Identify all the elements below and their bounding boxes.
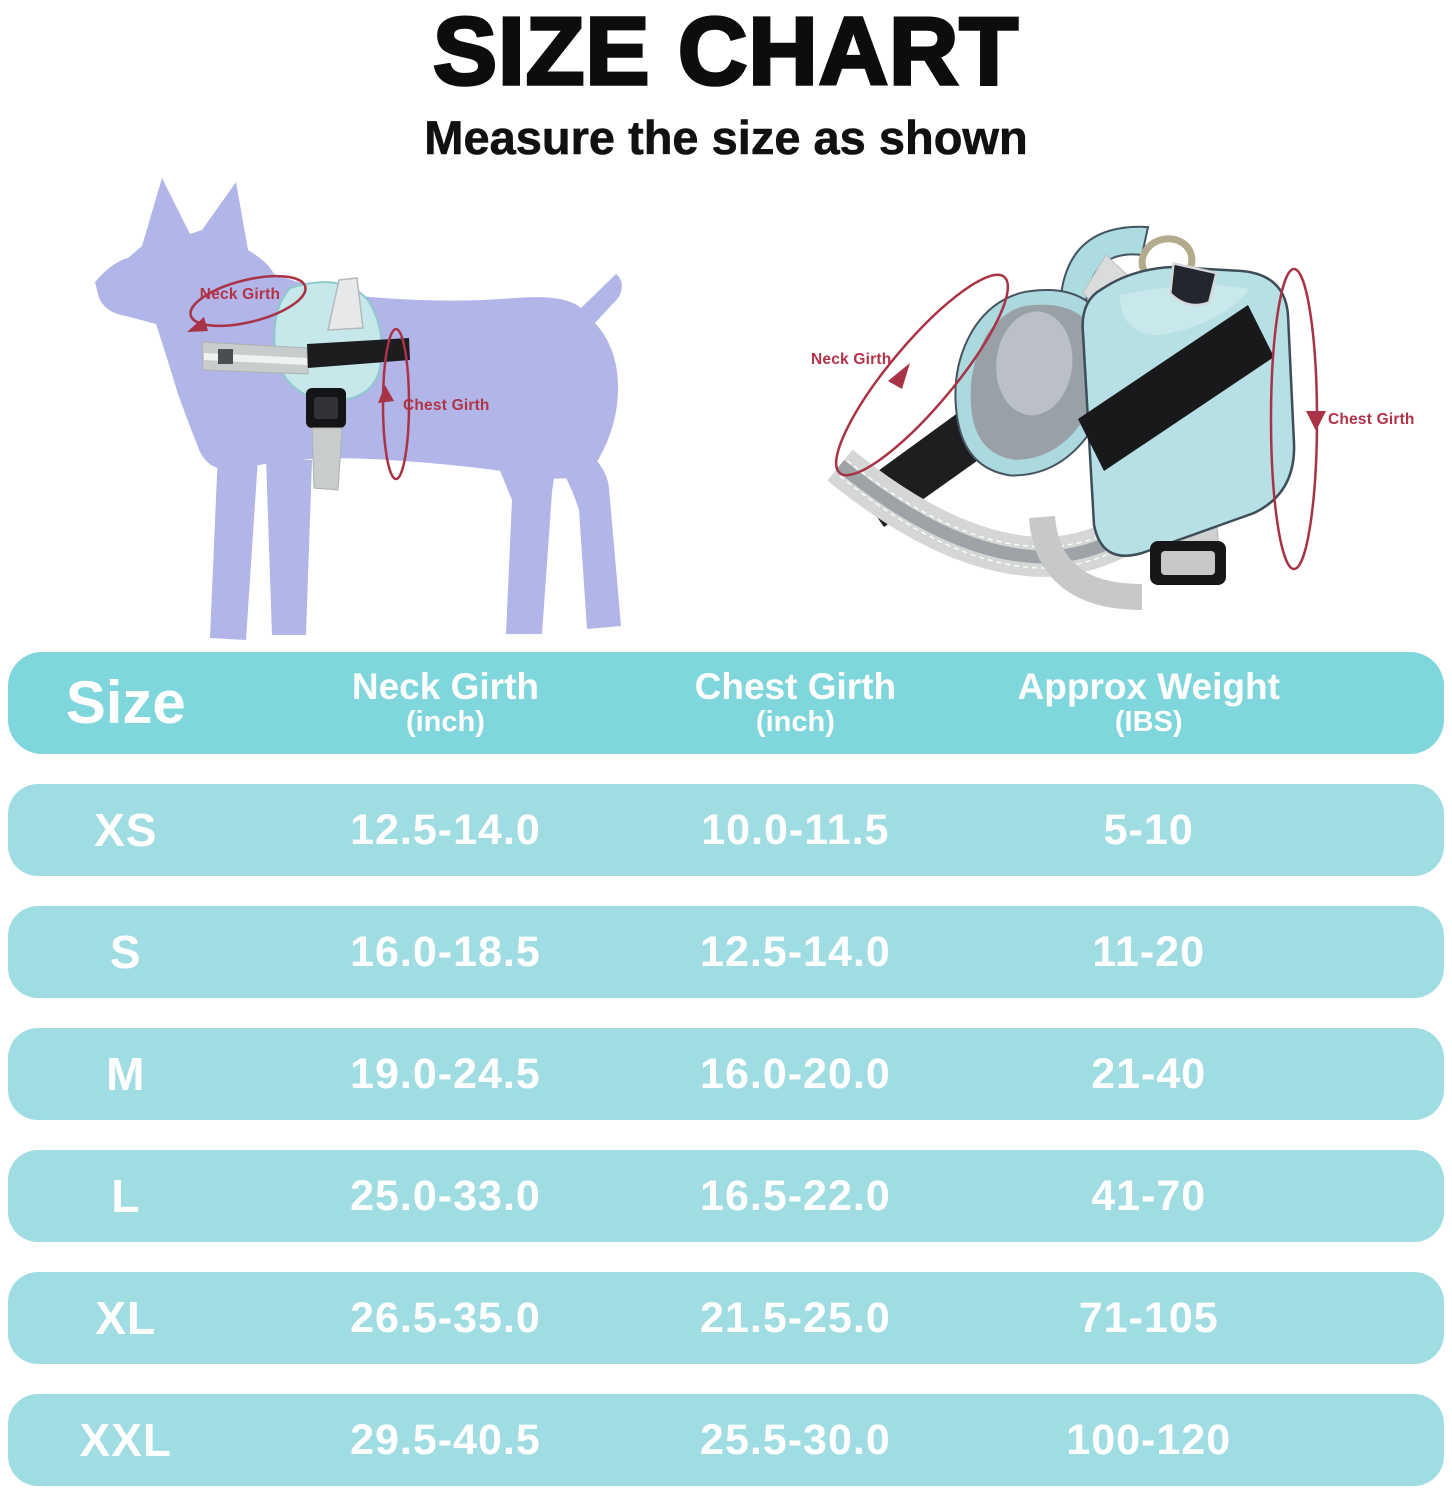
- page-title: SIZE CHART: [433, 0, 1019, 105]
- size-table: [8, 652, 1444, 1486]
- table-row-s: S 16.0-18.5 12.5-14.0 11-20: [8, 906, 1444, 998]
- table-row-m: M 19.0-24.5 16.0-20.0 21-40: [8, 1028, 1444, 1120]
- table-row-xs: XS 12.5-14.0 10.0-11.5 5-10: [8, 784, 1444, 876]
- table-row-l: L 25.0-33.0 16.5-22.0 41-70: [8, 1150, 1444, 1242]
- header-neck-girth: Neck Girth (inch): [351, 666, 539, 739]
- harness-product-icon: [840, 227, 1294, 597]
- chest-girth-arrow-icon: [1306, 411, 1326, 431]
- header-size: Size: [65, 668, 186, 736]
- dog-measurement-diagram: [60, 170, 640, 660]
- header-chest-girth: Chest Girth (inch): [694, 666, 897, 739]
- harness-chest-girth-label: Chest Girth: [1328, 411, 1415, 428]
- table-row-xl: XL 26.5-35.0 21.5-25.0 71-105: [8, 1272, 1444, 1364]
- header-approx-weight: Approx Weight (IBS): [1017, 666, 1280, 739]
- table-row-xxl: XXL 29.5-40.5 25.5-30.0 100-120: [8, 1394, 1444, 1486]
- dog-neck-girth-label: Neck Girth: [199, 286, 281, 303]
- page-subtitle: Measure the size as shown: [424, 111, 1028, 164]
- harness-neck-girth-label: Neck Girth: [811, 351, 892, 368]
- dog-silhouette-icon: [95, 178, 622, 640]
- harness-measurement-photo: [780, 205, 1440, 665]
- dog-chest-girth-label: Chest Girth: [403, 397, 490, 414]
- size-table-header-row: [8, 652, 1444, 754]
